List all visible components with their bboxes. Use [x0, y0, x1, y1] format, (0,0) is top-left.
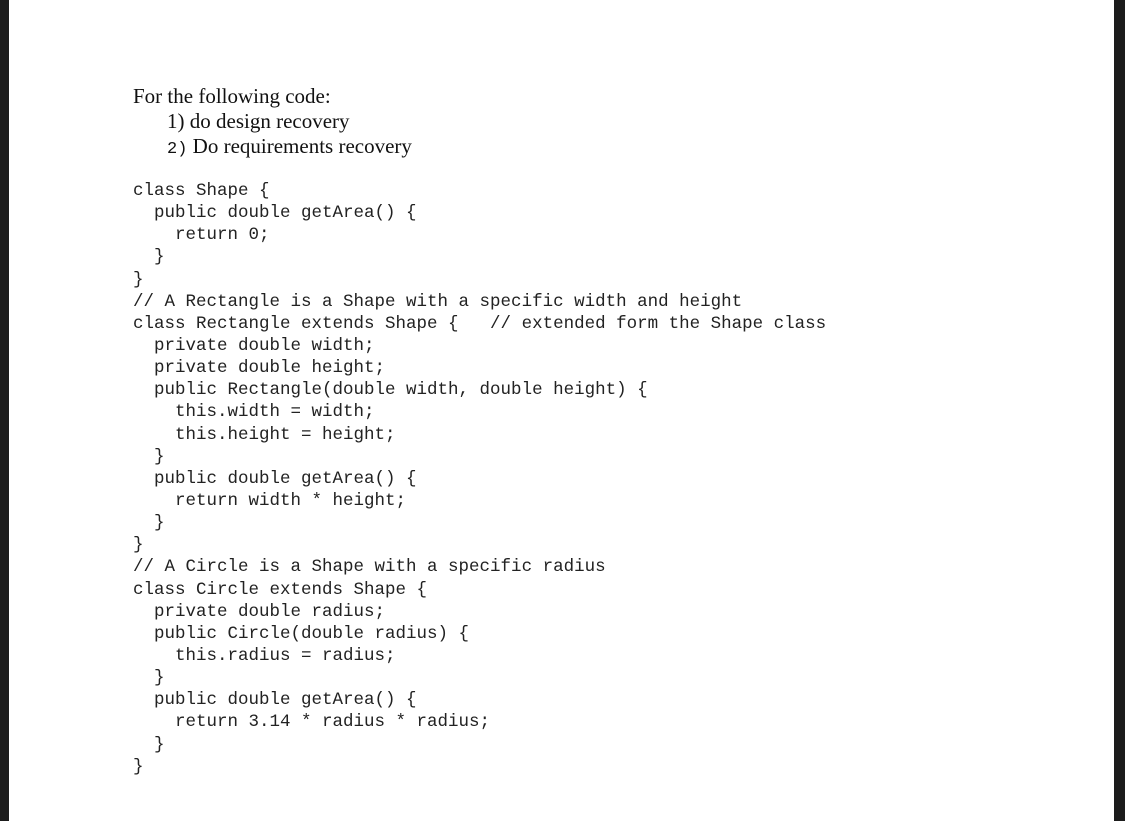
code-line: }: [133, 269, 144, 290]
code-line: }: [133, 668, 165, 689]
code-line: }: [133, 247, 165, 268]
code-line: }: [133, 513, 165, 534]
code-line: private double radius;: [133, 601, 386, 622]
right-dark-border: [1114, 0, 1125, 821]
instructions-block: [133, 84, 412, 162]
task-item-1: [167, 109, 412, 134]
code-line: class Shape {: [133, 181, 270, 201]
code-line: }: [133, 734, 165, 755]
code-line: private double width;: [133, 335, 375, 356]
code-line: return width * height;: [133, 490, 407, 511]
code-line: class Circle extends Shape {: [133, 579, 428, 600]
code-line: return 0;: [133, 225, 270, 246]
task-text: Do requirements recovery: [192, 134, 412, 158]
code-line: this.width = width;: [133, 402, 375, 423]
task-number: 1): [167, 109, 185, 133]
code-line: }: [133, 446, 165, 467]
code-line: }: [133, 535, 144, 556]
code-line: }: [133, 756, 144, 777]
task-text: do design recovery: [189, 109, 350, 133]
code-line: public double getArea() {: [133, 690, 417, 711]
code-listing: [133, 180, 826, 778]
code-line: private double height;: [133, 358, 386, 379]
code-line: this.radius = radius;: [133, 645, 396, 666]
code-line: return 3.14 * radius * radius;: [133, 712, 491, 733]
instructions-heading: For the following code:: [133, 84, 331, 108]
left-dark-border: [0, 0, 9, 821]
code-line: public Circle(double radius) {: [133, 623, 470, 644]
code-line: class Rectangle extends Shape { // extended form the Shape class: [133, 313, 827, 334]
code-line: public double getArea() {: [133, 203, 417, 224]
task-number: 2): [167, 140, 188, 159]
task-item-2: [167, 134, 412, 162]
code-line: public double getArea() {: [133, 468, 417, 489]
code-line: // A Rectangle is a Shape with a specific width and height: [133, 291, 743, 312]
code-line: // A Circle is a Shape with a specific radius: [133, 557, 606, 578]
code-line: this.height = height;: [133, 424, 396, 445]
code-line: public Rectangle(double width, double height) {: [133, 380, 648, 401]
